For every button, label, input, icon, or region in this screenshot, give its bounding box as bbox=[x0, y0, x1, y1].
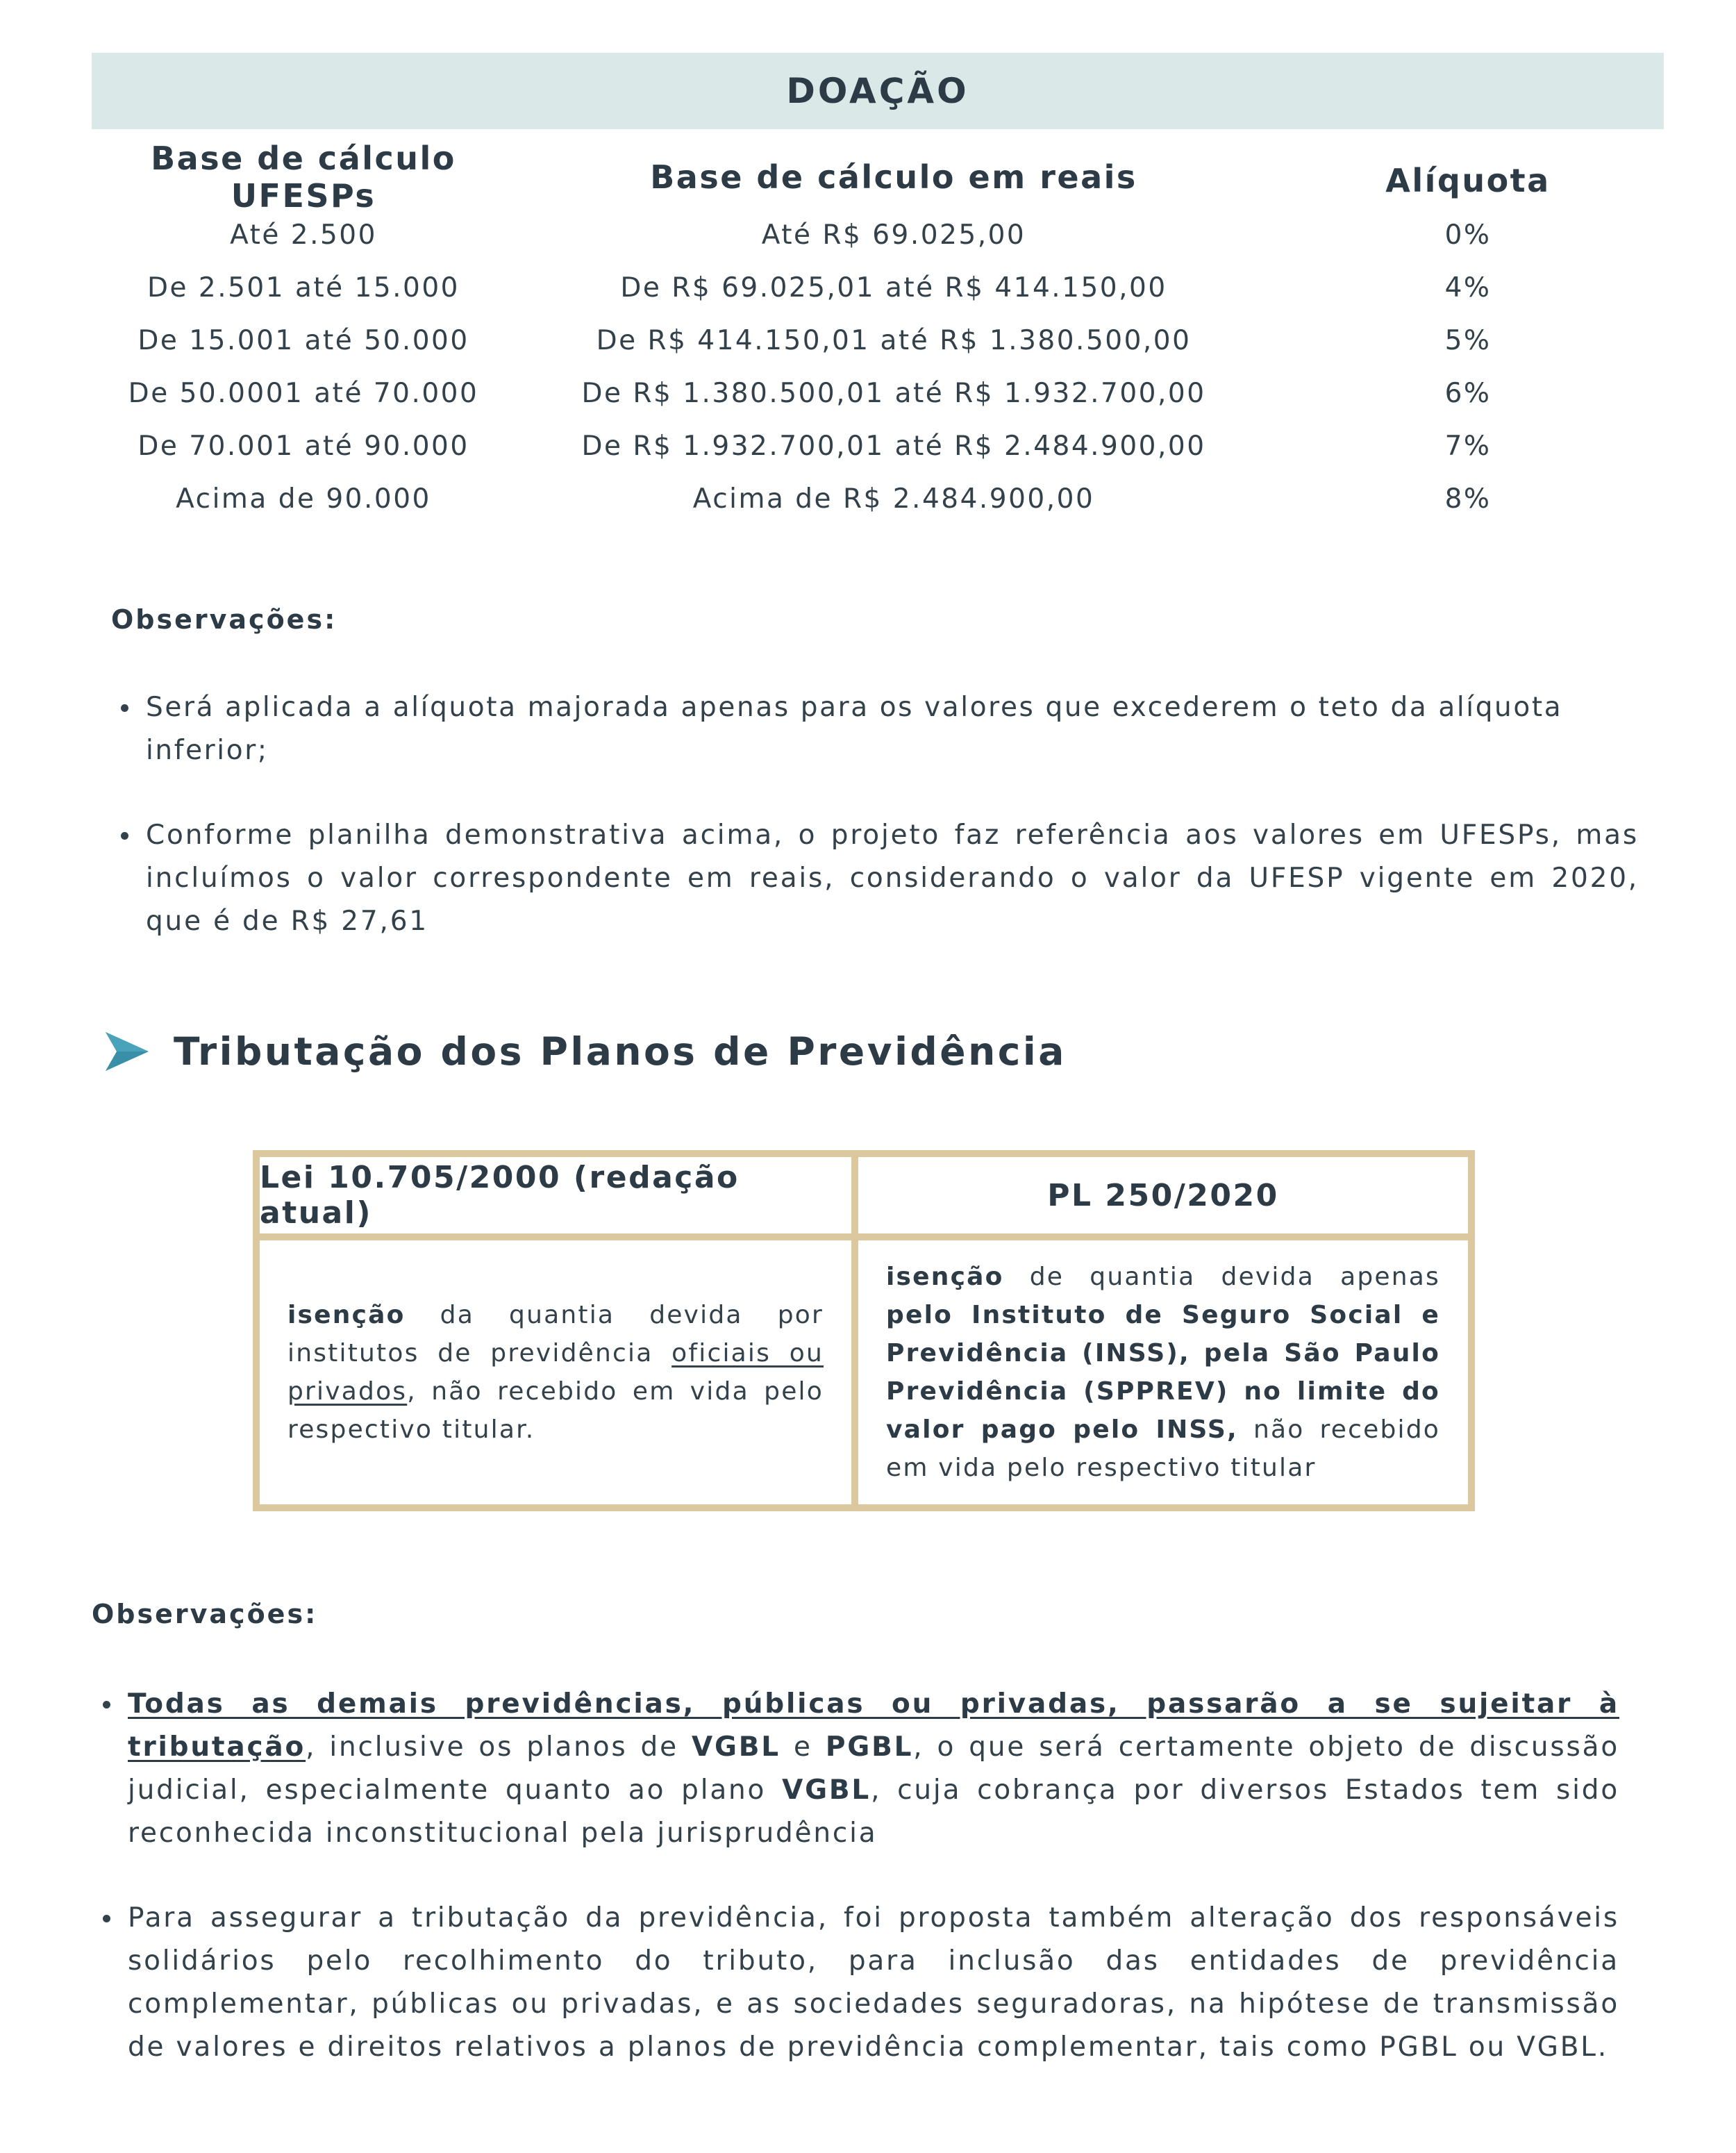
cell-aliquota: 6% bbox=[1444, 377, 1492, 409]
observations-label: Observações: bbox=[111, 604, 337, 635]
table-row bbox=[92, 314, 1664, 367]
list-item: Conforme planilha demonstrativa acima, o projeto faz referência aos valores em UFESPs, mas incluímos o valor correspondente em reais, considerando o valor da UFESP vigente em 2020, que é de R$ 27,61 bbox=[146, 814, 1639, 943]
observations-label: Observações: bbox=[92, 1599, 318, 1629]
donation-tax-table bbox=[92, 140, 1664, 525]
list-item: Para assegurar a tributação da previdência, foi proposta também alteração dos responsáveis solidários pelo recolhimento do tributo, para inclusão das entidades de previdência complementar, públicas ou privadas, e as sociedades seguradoras, na hipótese de transmissão de valores e direitos relativos a planos de previdência complementar, tais como PGBL ou VGBL. bbox=[128, 1897, 1619, 2069]
cell-reais: De R$ 1.932.700,01 até R$ 2.484.900,00 bbox=[581, 430, 1206, 462]
section-heading bbox=[104, 1029, 1067, 1074]
cell-aliquota: 7% bbox=[1444, 430, 1492, 462]
text: não recebido em vida pelo respectivo titular bbox=[886, 1415, 1440, 1482]
table-row bbox=[92, 419, 1664, 472]
text: e bbox=[780, 1731, 826, 1763]
table-row bbox=[92, 261, 1664, 314]
text: , o que será certamente objeto de discussão judicial, especialmente quanto ao plano bbox=[128, 1731, 1619, 1806]
pension-observations-list bbox=[128, 1683, 1619, 2069]
comparison-table bbox=[253, 1150, 1475, 1511]
bold-text: isenção bbox=[287, 1301, 406, 1329]
cell-ufesp: Até 2.500 bbox=[230, 219, 377, 251]
donation-observations-list bbox=[146, 686, 1639, 943]
chevron-arrow-icon bbox=[104, 1031, 150, 1072]
bold-text: pelo Instituto de Seguro Social e Previdência (INSS), pela São Paulo Previdência (SPPREV) no limite do valor pago pelo INSS, bbox=[886, 1301, 1440, 1444]
cell-ufesp: De 15.001 até 50.000 bbox=[137, 324, 469, 356]
header-aliquota: Alíquota bbox=[1385, 162, 1551, 199]
bill-cell bbox=[858, 1240, 1468, 1504]
cell-reais: Até R$ 69.025,00 bbox=[761, 219, 1026, 251]
doacao-title: DOAÇÃO bbox=[786, 71, 969, 111]
cell-aliquota: 4% bbox=[1444, 272, 1492, 304]
header-reais: Base de cálculo em reais bbox=[650, 158, 1137, 196]
text: , não recebido em vida pelo respectivo titular. bbox=[287, 1377, 824, 1444]
bold-text: VGBL bbox=[691, 1731, 781, 1763]
bold-underlined-text: Todas as demais previdências, públicas ou privadas, passarão a se sujeitar à tributação bbox=[128, 1688, 1619, 1763]
table-row bbox=[92, 367, 1664, 419]
current-law-text bbox=[287, 1296, 824, 1449]
cell-reais: De R$ 69.025,01 até R$ 414.150,00 bbox=[620, 272, 1167, 304]
cell-aliquota: 8% bbox=[1444, 483, 1492, 515]
table-row bbox=[92, 472, 1664, 525]
section-title: Tributação dos Planos de Previdência bbox=[174, 1029, 1067, 1074]
doacao-banner bbox=[92, 53, 1664, 129]
cell-aliquota: 5% bbox=[1444, 324, 1492, 356]
bold-text: PGBL bbox=[825, 1731, 914, 1763]
bill-text bbox=[886, 1258, 1440, 1487]
cell-aliquota: 0% bbox=[1444, 219, 1492, 251]
current-law-cell bbox=[260, 1240, 858, 1504]
text: , inclusive os planos de bbox=[306, 1731, 692, 1763]
table-header-row bbox=[92, 140, 1664, 215]
header-bill: PL 250/2020 bbox=[858, 1157, 1468, 1240]
cell-ufesp: De 2.501 até 15.000 bbox=[147, 272, 460, 304]
text: de quantia devida apenas bbox=[1003, 1263, 1440, 1291]
cell-ufesp: De 70.001 até 90.000 bbox=[137, 430, 469, 462]
header-ufesp: Base de cálculo UFESPs bbox=[151, 140, 456, 215]
underlined-text: oficiais ou privados bbox=[287, 1339, 824, 1406]
list-item bbox=[128, 1683, 1619, 1855]
cell-ufesp: De 50.0001 até 70.000 bbox=[128, 377, 479, 409]
bold-text: isenção bbox=[886, 1263, 1004, 1291]
bold-text: VGBL bbox=[782, 1774, 871, 1806]
text: , cuja cobrança por diversos Estados tem sido reconhecida inconstitucional pela jurisprudência bbox=[128, 1774, 1619, 1849]
cell-reais: De R$ 1.380.500,01 até R$ 1.932.700,00 bbox=[581, 377, 1206, 409]
cell-reais: Acima de R$ 2.484.900,00 bbox=[692, 483, 1095, 515]
text: da quantia devida por institutos de previdência bbox=[287, 1301, 824, 1368]
cell-reais: De R$ 414.150,01 até R$ 1.380.500,00 bbox=[596, 324, 1192, 356]
cell-ufesp: Acima de 90.000 bbox=[176, 483, 431, 515]
table-row bbox=[92, 208, 1664, 261]
list-item: Será aplicada a alíquota majorada apenas para os valores que excederem o teto da alíquota inferior; bbox=[146, 686, 1639, 772]
header-current-law: Lei 10.705/2000 (redação atual) bbox=[260, 1157, 858, 1240]
